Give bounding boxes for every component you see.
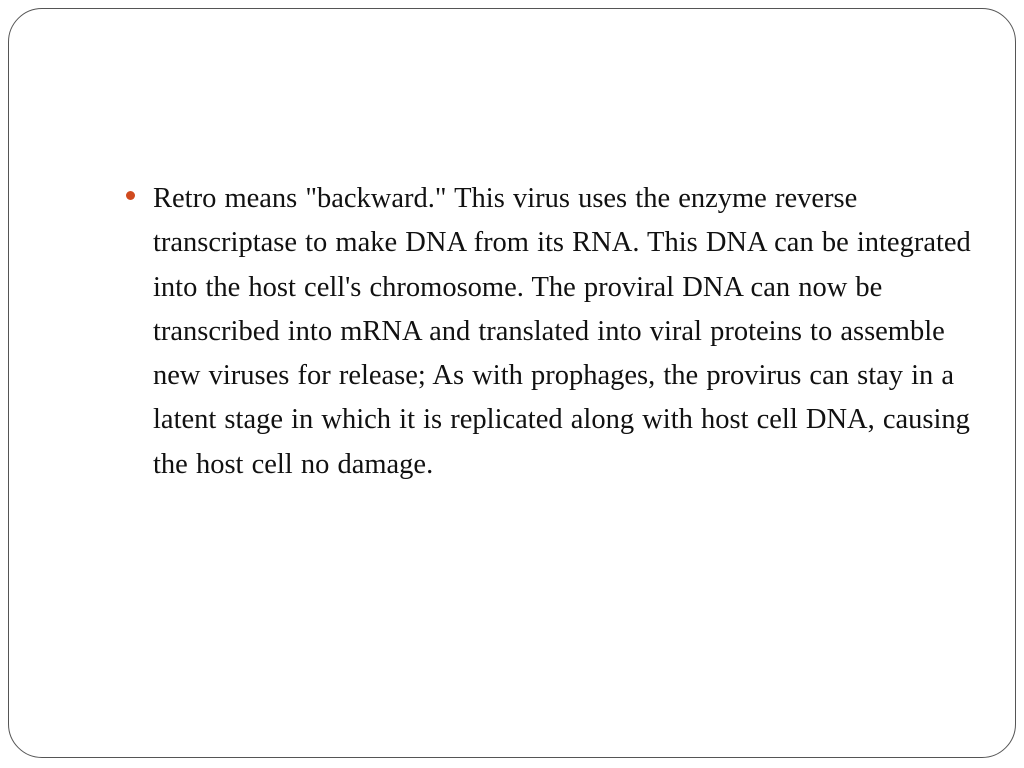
slide-content xyxy=(126,177,986,487)
bullet-text: Retro means "backward." This virus uses the enzyme reverse transcriptase to make DNA from its RNA. This DNA can be integrated into the host cell's chromosome. The proviral DNA can now be transcribed into mRNA and translated into viral proteins to assemble new viruses for release; As with prophages, the provirus can stay in a latent stage in which it is replicated along with host cell DNA, causing the host cell no damage. xyxy=(153,183,971,480)
bullet-list xyxy=(126,177,986,487)
bullet-dot-icon xyxy=(126,191,135,200)
bullet-item xyxy=(126,177,986,487)
slide-frame xyxy=(8,8,1016,758)
